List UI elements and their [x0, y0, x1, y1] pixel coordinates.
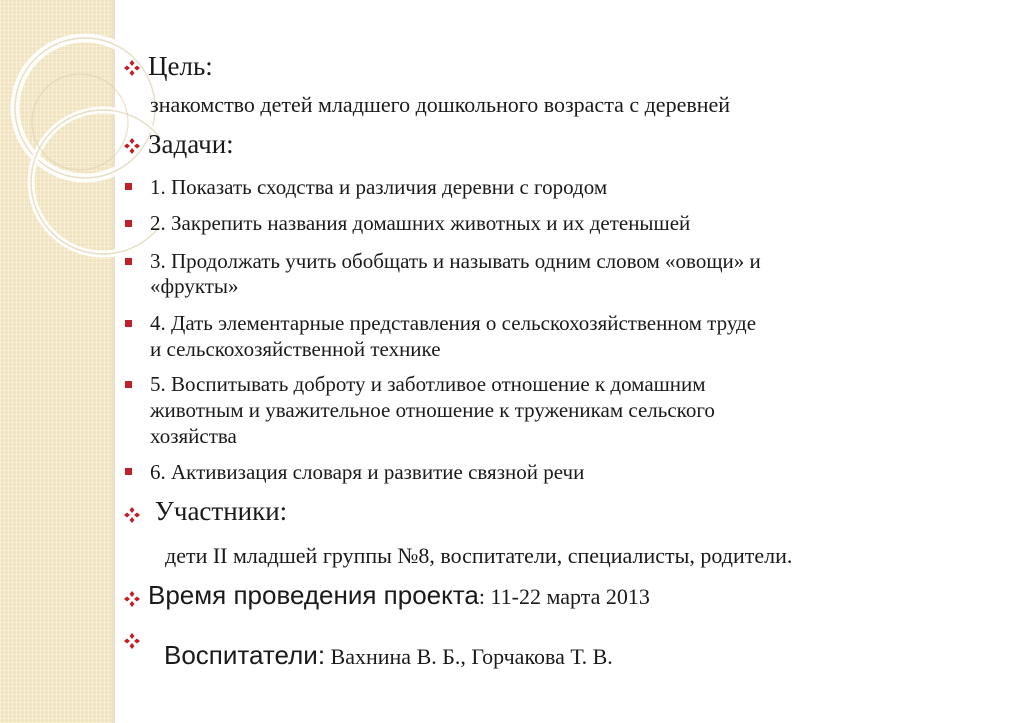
task-item-3-line-1: 3. Продолжать учить обобщать и называть одним словом «овощи» и — [150, 249, 761, 273]
square-bullet-icon — [125, 320, 132, 327]
task-item-5-line-1: 5. Воспитывать доброту и заботливое отношение к домашним — [150, 372, 706, 396]
task-item-3-line-2: «фрукты» — [150, 274, 239, 298]
square-bullet-icon — [125, 381, 132, 388]
task-item-4-line-2: и сельскохозяйственной технике — [150, 337, 441, 361]
square-bullet-icon — [125, 258, 132, 265]
period-value: : 11-22 марта 2013 — [478, 584, 650, 609]
task-item-5-line-3: хозяйства — [150, 424, 237, 448]
teachers-row — [148, 622, 613, 689]
square-bullet-icon — [125, 220, 132, 227]
square-bullet-icon — [125, 468, 132, 475]
diamond-bullet-icon — [124, 633, 140, 649]
teachers-value: Вахнина В. Б., Горчакова Т. В. — [325, 644, 613, 669]
diamond-bullet-icon — [124, 507, 140, 523]
task-item-4-line-1: 4. Дать элементарные представления о сельскохозяйственном труде — [150, 311, 757, 335]
diamond-bullet-icon — [124, 138, 140, 154]
participants-label: Участники: — [148, 496, 288, 526]
task-item-6: 6. Активизация словаря и развитие связной речи — [150, 460, 585, 484]
period-label: Время проведения проекта — [148, 580, 479, 610]
period-row — [148, 580, 650, 611]
teachers-label: Воспитатели: — [164, 640, 326, 670]
diamond-bullet-icon — [124, 591, 140, 607]
task-item-5-line-2: животным и уважительное отношение к труженикам сельского — [150, 398, 715, 422]
square-bullet-icon — [125, 183, 132, 190]
task-item-1: 1. Показать сходства и различия деревни с городом — [150, 175, 608, 199]
goal-text: знакомство детей младшего дошкольного возраста с деревней — [150, 92, 731, 117]
participants-text: дети II младшей группы №8, воспитатели, специалисты, родители. — [165, 543, 793, 568]
goal-label: Цель: — [148, 51, 213, 81]
diamond-bullet-icon — [124, 60, 140, 76]
task-item-2: 2. Закрепить названия домашних животных и их детенышей — [150, 211, 691, 235]
tasks-label: Задачи: — [148, 129, 234, 159]
